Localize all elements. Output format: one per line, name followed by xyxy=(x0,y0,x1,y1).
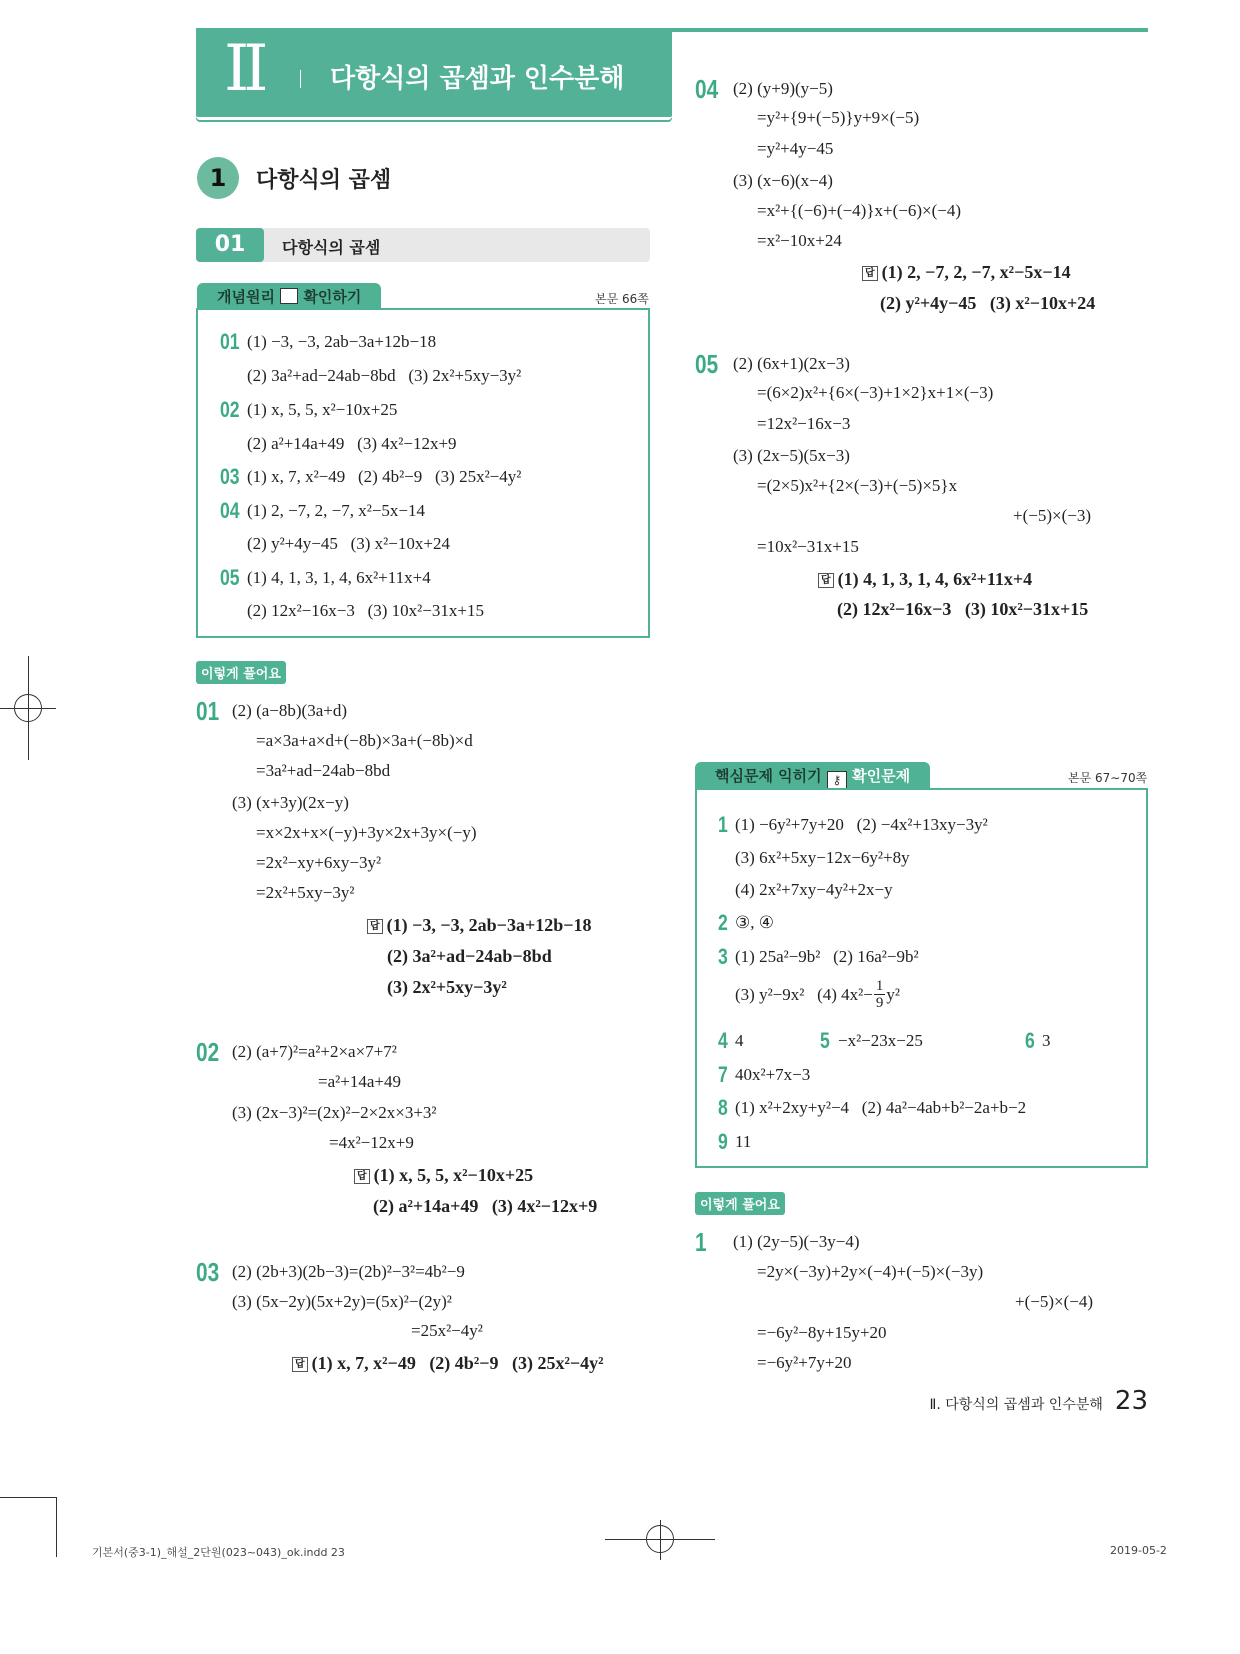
final-answer: (2) 3a²+ad−24ab−8bd xyxy=(387,946,552,966)
answer-text: (1) x, 7, x²−49 (2) 4b²−9 (3) 25x²−4y² xyxy=(311,1353,604,1373)
answer-line: 11 xyxy=(735,1132,752,1151)
chapter-numeral: II xyxy=(224,32,263,106)
answer-text: (1) x, 5, 5, x²−10x+25 xyxy=(373,1165,534,1185)
solution-line: =y²+{9+(−5)}y+9×(−5) xyxy=(757,108,920,127)
top-rule xyxy=(672,28,1148,32)
item-number: 04 xyxy=(220,498,240,523)
final-answer: (2) a²+14a+49 (3) 4x²−12x+9 xyxy=(373,1196,598,1216)
final-answer xyxy=(862,261,1071,283)
solution-line: (2) (a+7)²=a²+2×a×7+7² xyxy=(232,1042,397,1061)
solve-badge: 이렇게 풀어요 xyxy=(695,1192,785,1215)
problem-number: 03 xyxy=(196,1257,220,1287)
problem-number: 02 xyxy=(196,1037,220,1067)
file-info: 기본서(중3-1)_해설_2단원(023~043)_ok.indd 23 xyxy=(92,1546,345,1559)
solution-line: =25x²−4y² xyxy=(411,1321,483,1340)
solution-line: =3a²+ad−24ab−8bd xyxy=(256,761,391,780)
key-icon: ⚷ xyxy=(827,771,847,789)
crop-mark xyxy=(0,1497,56,1498)
final-answer: (3) 2x²+5xy−3y² xyxy=(387,977,507,997)
item-number: 4 xyxy=(718,1028,728,1053)
concept-box-tab xyxy=(197,283,381,309)
solution-line: (2) (a−8b)(3a+d) xyxy=(232,701,347,720)
answer-mark-icon: 답 xyxy=(818,573,834,588)
answer-line: (4) 2x²+7xy−4y²+2x−y xyxy=(735,880,893,899)
subsection-number: 01 xyxy=(196,228,264,262)
solution-line: (3) (x−6)(x−4) xyxy=(733,171,833,190)
subsection-title: 다항식의 곱셈 xyxy=(282,238,381,257)
answer-line: y² xyxy=(886,984,900,1004)
solution-line: =10x²−31x+15 xyxy=(757,537,859,556)
final-answer xyxy=(818,568,1032,590)
registration-circle xyxy=(14,694,42,722)
problem-number: 04 xyxy=(695,74,719,104)
answer-line: (1) 25a²−9b² (2) 16a²−9b² xyxy=(735,947,919,966)
section-number-badge: 1 xyxy=(197,157,239,199)
chapter-title: 다항식의 곱셈과 인수분해 xyxy=(330,64,625,94)
solution-line: =(2×5)x²+{2×(−3)+(−5)×5}x xyxy=(757,476,958,495)
note-icon xyxy=(280,288,298,304)
solution-line: (2) (6x+1)(2x−3) xyxy=(733,354,850,373)
final-answer xyxy=(354,1164,533,1186)
solution-line: (3) (x+3y)(2x−y) xyxy=(232,793,349,812)
solution-line: =2x²−xy+6xy−3y² xyxy=(256,853,382,872)
solve-badge: 이렇게 풀어요 xyxy=(196,661,286,684)
answer-line: (1) x, 5, 5, x²−10x+25 xyxy=(247,400,398,419)
chapter-header xyxy=(196,28,672,120)
answer-text: (1) 4, 1, 3, 1, 4, 6x²+11x+4 xyxy=(837,569,1033,589)
answer-line: (1) −3, −3, 2ab−3a+12b−18 xyxy=(247,332,437,351)
tab-label-2: 확인문제 xyxy=(852,767,911,785)
answer-line: (2) a²+14a+49 (3) 4x²−12x+9 xyxy=(247,434,457,453)
solution-line: +(−5)×(−4) xyxy=(1015,1292,1093,1311)
answer-line: (1) 2, −7, 2, −7, x²−5x−14 xyxy=(247,501,426,520)
solution-line: (3) (5x−2y)(5x+2y)=(5x)²−(2y)² xyxy=(232,1292,452,1311)
answer-line: 3 xyxy=(1042,1031,1051,1050)
answer-line: (1) x, 7, x²−49 (2) 4b²−9 (3) 25x²−4y² xyxy=(247,467,522,486)
final-answer: (2) y²+4y−45 (3) x²−10x+24 xyxy=(880,293,1096,313)
fraction-numerator: 1 xyxy=(875,978,884,994)
problem-number: 1 xyxy=(695,1227,707,1257)
answer-text: (1) 2, −7, 2, −7, x²−5x−14 xyxy=(881,262,1071,282)
section-title: 다항식의 곱셈 xyxy=(256,168,392,193)
solution-line: =2x²+5xy−3y² xyxy=(256,883,355,902)
answer-line: (2) 3a²+ad−24ab−8bd (3) 2x²+5xy−3y² xyxy=(247,366,522,385)
answer-line: 4 xyxy=(735,1031,744,1050)
answer-line: −x²−23x−25 xyxy=(838,1031,923,1050)
page-ref: 본문 66쪽 xyxy=(595,292,649,306)
fraction-denominator: 9 xyxy=(875,995,884,1011)
page-number: 23 xyxy=(1114,1386,1148,1416)
solution-line: (3) (2x−3)²=(2x)²−2×2x×3+3² xyxy=(232,1103,437,1122)
solution-line: =12x²−16x−3 xyxy=(757,414,851,433)
fraction xyxy=(874,978,886,1011)
crop-mark xyxy=(56,1497,57,1557)
answer-line: (2) y²+4y−45 (3) x²−10x+24 xyxy=(247,534,450,553)
page-footer xyxy=(929,1386,1148,1416)
item-number: 5 xyxy=(820,1028,830,1053)
answer-mark-icon: 답 xyxy=(367,919,383,934)
item-number: 3 xyxy=(718,944,728,969)
divider xyxy=(300,70,301,88)
answer-line: (3) y²−9x² (4) 4x²− xyxy=(735,984,873,1004)
final-answer: (2) 12x²−16x−3 (3) 10x²−31x+15 xyxy=(837,599,1089,619)
solution-line: =−6y²−8y+15y+20 xyxy=(757,1323,887,1342)
solution-line: (3) (2x−5)(5x−3) xyxy=(733,446,850,465)
item-number: 9 xyxy=(718,1129,728,1154)
solution-line: =(6×2)x²+{6×(−3)+1×2}x+1×(−3) xyxy=(757,383,994,402)
solution-line: (2) (2b+3)(2b−3)=(2b)²−3²=4b²−9 xyxy=(232,1262,465,1281)
core-box-tab xyxy=(695,762,930,788)
subsection-bar xyxy=(196,228,650,262)
solution-line: =2y×(−3y)+2y×(−4)+(−5)×(−3y) xyxy=(757,1262,984,1281)
tab-label: 개념원리 xyxy=(217,288,275,306)
answer-line: 40x²+7x−3 xyxy=(735,1065,811,1084)
answer-mark-icon: 답 xyxy=(354,1169,370,1184)
running-footer: Ⅱ. 다항식의 곱셈과 인수분해 xyxy=(929,1397,1103,1413)
item-number: 05 xyxy=(220,565,240,590)
answer-line: ③, ④ xyxy=(735,913,774,932)
answer-line: (3) 6x²+5xy−12x−6y²+8y xyxy=(735,848,910,867)
item-number: 7 xyxy=(718,1062,728,1087)
problem-number: 05 xyxy=(695,349,719,379)
item-number: 6 xyxy=(1025,1028,1035,1053)
answer-line: (2) 12x²−16x−3 (3) 10x²−31x+15 xyxy=(247,601,484,620)
solution-line: +(−5)×(−3) xyxy=(1013,506,1091,525)
answer-mark-icon: 답 xyxy=(292,1357,308,1372)
solution-line: =a²+14a+49 xyxy=(318,1072,401,1091)
answer-line: (1) 4, 1, 3, 1, 4, 6x²+11x+4 xyxy=(247,568,431,587)
item-number: 03 xyxy=(220,464,240,489)
solution-line: =x²+{(−6)+(−4)}x+(−6)×(−4) xyxy=(757,201,961,220)
solution-line: (1) (2y−5)(−3y−4) xyxy=(733,1232,860,1251)
problem-number: 01 xyxy=(196,696,220,726)
solution-line: =y²+4y−45 xyxy=(757,139,834,158)
registration-circle xyxy=(646,1525,674,1553)
item-number: 8 xyxy=(718,1095,728,1120)
tab-label-2: 확인하기 xyxy=(303,288,362,306)
answer-text: (1) −3, −3, 2ab−3a+12b−18 xyxy=(386,915,592,935)
final-answer xyxy=(292,1352,604,1374)
answer-line: (1) x²+2xy+y²−4 (2) 4a²−4ab+b²−2a+b−2 xyxy=(735,1098,1027,1117)
answer-line: (1) −6y²+7y+20 (2) −4x²+13xy−3y² xyxy=(735,815,988,834)
print-date: 2019-05-2 xyxy=(1110,1544,1167,1557)
item-number: 1 xyxy=(718,812,728,837)
tab-label: 핵심문제 익히기 xyxy=(715,767,822,785)
item-number: 02 xyxy=(220,397,240,422)
item-number: 2 xyxy=(718,910,728,935)
answer-mark-icon: 답 xyxy=(862,266,878,281)
item-number: 01 xyxy=(220,329,240,354)
page-ref: 본문 67∼70쪽 xyxy=(1068,771,1148,785)
solution-line: =x×2x+x×(−y)+3y×2x+3y×(−y) xyxy=(256,823,477,842)
solution-line: (2) (y+9)(y−5) xyxy=(733,79,833,98)
solution-line: =−6y²+7y+20 xyxy=(757,1353,852,1372)
final-answer xyxy=(367,914,591,936)
answer-line-with-fraction xyxy=(735,978,900,1011)
solution-line: =x²−10x+24 xyxy=(757,231,842,250)
solution-line: =a×3a+a×d+(−8b)×3a+(−8b)×d xyxy=(256,731,473,750)
solution-line: =4x²−12x+9 xyxy=(329,1133,414,1152)
